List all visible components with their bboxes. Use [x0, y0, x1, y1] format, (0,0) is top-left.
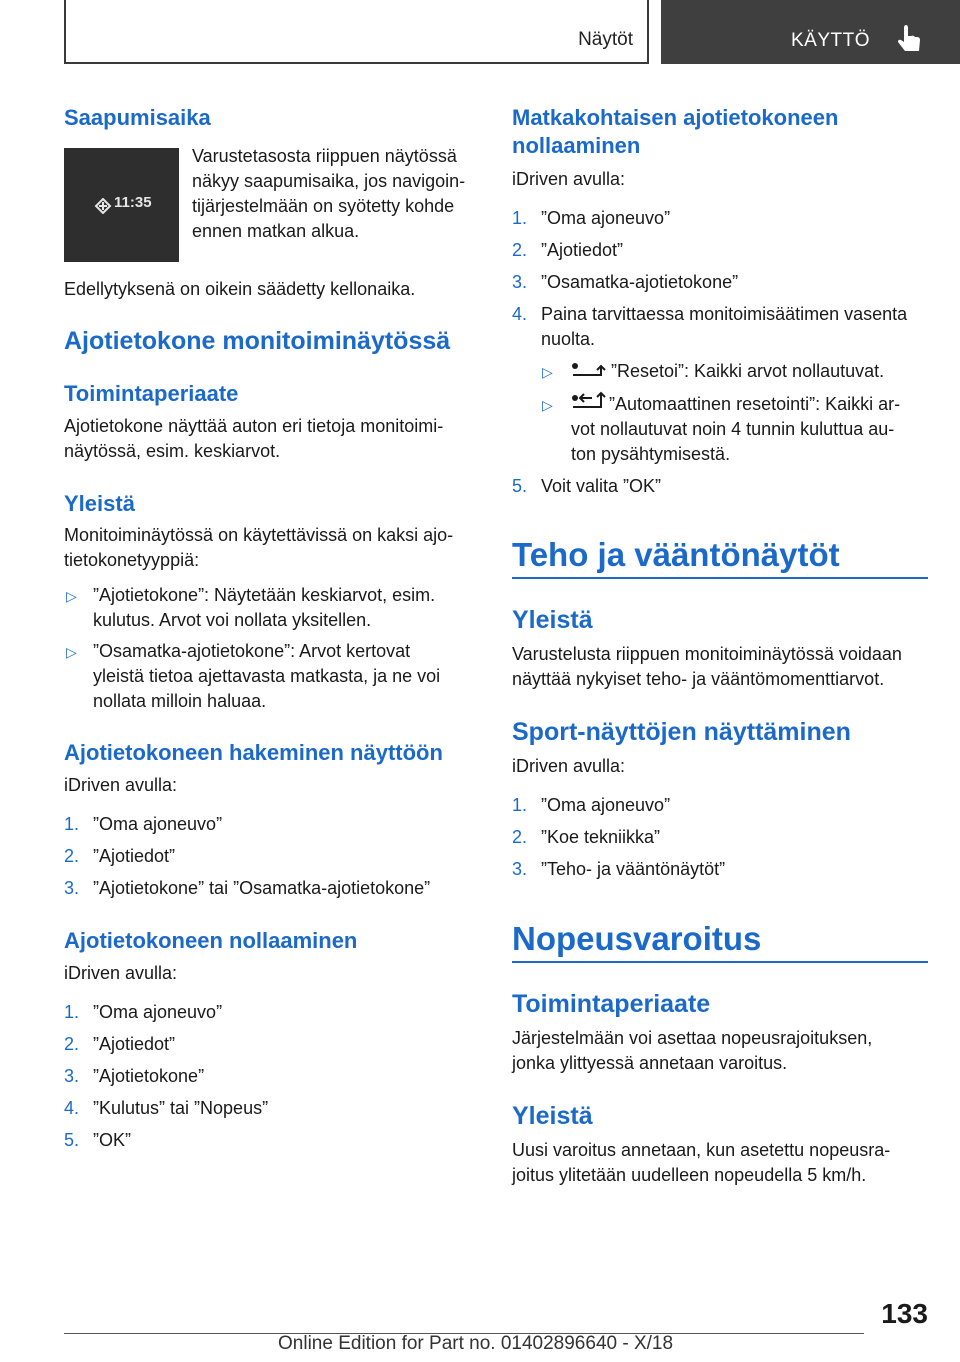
triangle-bullet-icon: ▷: [542, 397, 553, 413]
reset-icon: [570, 360, 606, 380]
step-number: 2.: [512, 240, 528, 260]
reset-title: Ajotietokoneen nollaaminen: [64, 928, 358, 953]
step-number: 5.: [512, 476, 528, 496]
step-text: ”Ajotiedot”: [93, 846, 176, 866]
text-line: joitus ylitetään uudelleen nopeudella 5 km/h.: [512, 1165, 867, 1185]
trip-reset-intro: iDriven avulla:: [512, 169, 626, 189]
arrival-prereq: Edellytyksenä on oikein säädetty kellonaika.: [64, 279, 416, 299]
text-line: Varustelusta riippuen monitoiminäytössä voidaan: [512, 644, 902, 664]
step-text: ”Kulutus” tai ”Nopeus”: [93, 1098, 269, 1118]
step-number: 2.: [64, 846, 80, 866]
footer-edition: Online Edition for Part no. 01402896640 - X/18: [278, 1333, 674, 1354]
text-line: Matkakohtaisen ajotietokoneen: [512, 105, 839, 130]
reset-intro: iDriven avulla:: [64, 963, 178, 983]
speed-title: Nopeusvaroitus: [512, 920, 762, 957]
step-number: 4.: [64, 1098, 80, 1118]
text-line: Ajotietokone näyttää auton eri tietoja monitoimi‐: [64, 416, 444, 436]
step-text: ”Ajotiedot”: [541, 240, 624, 260]
header-tab-label: KÄYTTÖ: [791, 30, 871, 51]
triangle-bullet-icon: ▷: [66, 588, 77, 604]
header-tab[interactable]: [661, 0, 960, 64]
header-section-title: Näytöt: [578, 29, 633, 50]
list-item: [93, 639, 476, 714]
text-line: nollaaminen: [512, 133, 641, 158]
triangle-bullet-icon: ▷: [66, 644, 77, 660]
text-line: näkyy saapumisaika, jos navigoin‐: [192, 171, 466, 191]
step-text: ”Koe tekniikka”: [541, 827, 661, 847]
header-section-box: [64, 0, 649, 64]
step-text: ”Ajotiedot”: [93, 1034, 176, 1054]
text-line: Paina tarvittaessa monitoimisäätimen vasenta: [541, 304, 908, 324]
step-number: 1.: [64, 814, 80, 834]
step-text: ”Oma ajoneuvo”: [541, 795, 671, 815]
step-text: ”Teho- ja vääntönäytöt”: [541, 859, 726, 879]
arrival-description: [192, 144, 476, 244]
step-text: ”OK”: [93, 1130, 131, 1150]
step-number: 2.: [64, 1034, 80, 1054]
step-text: ”Ajotietokone”: [93, 1066, 205, 1086]
step-number: 1.: [512, 795, 528, 815]
trip-general-title: Yleistä: [64, 491, 135, 516]
step-text: ”Ajotietokone” tai ”Osamatka-ajotietokone”: [93, 878, 431, 898]
trip-principle-title: Toimintaperiaate: [64, 381, 239, 406]
text-line: Järjestelmään voi asettaa nopeusrajoituksen,: [512, 1028, 873, 1048]
step-number: 2.: [512, 827, 528, 847]
text-line: nuolta.: [541, 329, 596, 349]
arrival-display-thumbnail: [64, 148, 179, 262]
text-line: ”Ajotietokone”: Näytetään keskiarvot, esim.: [93, 585, 436, 605]
fetch-title: Ajotietokoneen hakeminen näyttöön: [64, 740, 443, 765]
power-general-title: Yleistä: [512, 606, 593, 634]
fetch-intro: iDriven avulla:: [64, 775, 178, 795]
text-line: ton pysähtymisestä.: [571, 444, 731, 464]
text-line: yleistä tietoa ajettavasta matkasta, ja ne voi: [93, 666, 441, 686]
step-text: ”Osamatka-ajotietokone”: [541, 272, 739, 292]
sport-intro: iDriven avulla:: [512, 756, 626, 776]
trip-principle-text: [64, 414, 476, 464]
step-number: 1.: [512, 208, 528, 228]
step-number: 3.: [512, 859, 528, 879]
trip-computer-title: Ajotietokone monitoiminäytössä: [64, 327, 451, 355]
trip-general-text: [64, 523, 476, 573]
power-general-text: [512, 642, 928, 692]
list-item: [93, 583, 476, 633]
step-text: ”Oma ajoneuvo”: [541, 208, 671, 228]
text-line: Uusi varoitus annetaan, kun asetettu nopeusra‐: [512, 1140, 891, 1160]
step-text: ”Oma ajoneuvo”: [93, 814, 223, 834]
speed-general-title: Yleistä: [512, 1102, 593, 1130]
speed-principle-text: [512, 1026, 928, 1076]
text-line: jonka ylittyessä annetaan varoitus.: [512, 1053, 788, 1073]
sub-bullet-text: [571, 392, 928, 467]
step-number: 3.: [64, 1066, 80, 1086]
section-divider: [512, 961, 928, 963]
triangle-bullet-icon: ▷: [542, 364, 553, 380]
trip-reset-title: [512, 104, 928, 160]
step-text: ”Oma ajoneuvo”: [93, 1002, 223, 1022]
text-line: ”Automaattinen resetointi”: Kaikki ar‐: [609, 394, 901, 414]
step-number: 4.: [512, 304, 528, 324]
step-number: 1.: [64, 1002, 80, 1022]
speed-general-text: [512, 1138, 928, 1188]
text-line: näytössä, esim. keskiarvot.: [64, 441, 281, 461]
arrival-title: Saapumisaika: [64, 105, 211, 130]
sport-title: Sport-näyttöjen näyttäminen: [512, 718, 851, 746]
text-line: Varustetasosta riippuen näytössä: [192, 146, 457, 166]
text-line: vot nollautuvat noin 4 tunnin kuluttua au‐: [571, 419, 895, 439]
text-line: Monitoiminäytössä on käytettävissä on kaksi ajo‐: [64, 525, 454, 545]
step-number: 3.: [512, 272, 528, 292]
text-line: näyttää nykyiset teho- ja vääntömomenttiarvot.: [512, 669, 885, 689]
navigation-target-icon: [94, 198, 112, 214]
arrival-time-value: 11:35: [114, 194, 152, 211]
text-line: ennen matkan alkua.: [192, 221, 360, 241]
text-line: nollata milloin haluaa.: [93, 691, 267, 711]
hand-pointer-icon: [895, 24, 925, 56]
step-text: Voit valita ”OK”: [541, 476, 662, 496]
step-text: [541, 302, 928, 352]
step-number: 5.: [64, 1130, 80, 1150]
step-number: 3.: [64, 878, 80, 898]
section-divider: [512, 577, 928, 579]
text-line: kulutus. Arvot voi nollata yksitellen.: [93, 610, 372, 630]
speed-principle-title: Toimintaperiaate: [512, 990, 711, 1018]
power-title: Teho ja vääntönäytöt: [512, 536, 840, 573]
text-line: tietokonetyyppiä:: [64, 550, 200, 570]
text-line: tijärjestelmään on syötetty kohde: [192, 196, 455, 216]
text-line: ”Osamatka-ajotietokone”: Arvot kertovat: [93, 641, 411, 661]
page-number: 133: [881, 1298, 928, 1329]
sub-bullet-text: ”Resetoi”: Kaikki arvot nollautuvat.: [611, 361, 885, 381]
